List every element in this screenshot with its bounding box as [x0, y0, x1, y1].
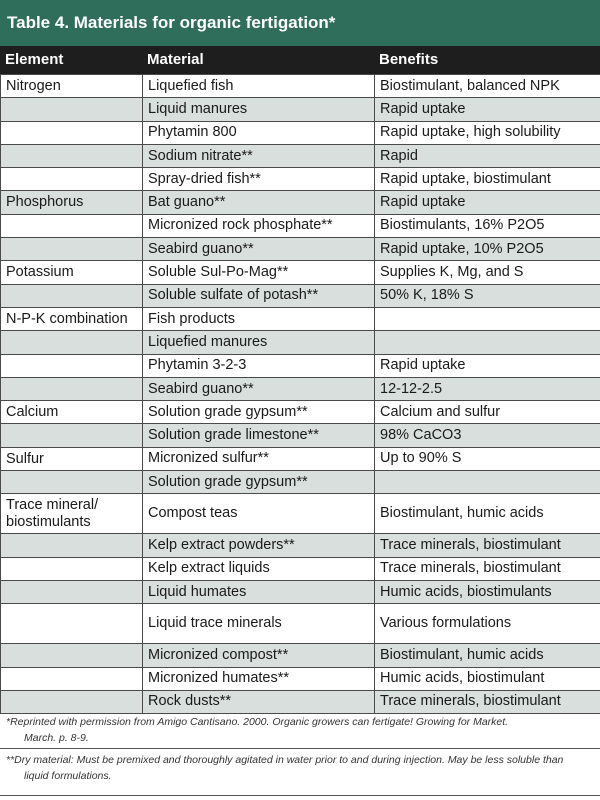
table-row — [1, 144, 600, 167]
cell-element — [1, 354, 143, 377]
cell-benefits: Humic acids, biostimulant — [375, 667, 600, 690]
cell-material: Kelp extract liquids — [143, 557, 375, 580]
cell-benefits: 12-12-2.5 — [375, 377, 600, 400]
cell-element — [1, 644, 143, 667]
cell-element: Sulfur — [1, 447, 143, 470]
cell-material: Kelp extract powders** — [143, 534, 375, 557]
footnote-reprint-line2: March. p. 8-9. — [24, 732, 89, 744]
cell-material: Micronized rock phosphate** — [143, 214, 375, 237]
table-row — [1, 447, 600, 470]
cell-element — [1, 604, 143, 644]
footnote-dry-material-line1: **Dry material: Must be premixed and thoroughly agitated in water prior to and during injection. May be less soluble than — [6, 754, 564, 766]
footnote-dry-material — [0, 749, 600, 796]
cell-element: Calcium — [1, 401, 143, 424]
cell-element — [1, 471, 143, 494]
cell-benefits: Trace minerals, biostimulant — [375, 534, 600, 557]
cell-benefits: Trace minerals, biostimulant — [375, 690, 600, 713]
cell-material: Liquefied fish — [143, 75, 375, 98]
cell-benefits: Calcium and sulfur — [375, 401, 600, 424]
cell-element — [1, 580, 143, 603]
cell-material: Soluble sulfate of potash** — [143, 284, 375, 307]
table-row — [1, 214, 600, 237]
cell-material: Solution grade gypsum** — [143, 401, 375, 424]
cell-benefits: Rapid — [375, 144, 600, 167]
table-row — [1, 75, 600, 98]
cell-material: Compost teas — [143, 494, 375, 534]
table-row — [1, 557, 600, 580]
header-element: Element — [5, 51, 64, 68]
cell-benefits: Humic acids, biostimulants — [375, 580, 600, 603]
cell-benefits: Biostimulant, balanced NPK — [375, 75, 600, 98]
table-row — [1, 580, 600, 603]
cell-benefits: Biostimulant, humic acids — [375, 644, 600, 667]
cell-element — [1, 284, 143, 307]
table-row — [1, 284, 600, 307]
footnote-reprint — [0, 711, 600, 749]
cell-benefits: Trace minerals, biostimulant — [375, 557, 600, 580]
cell-benefits: Rapid uptake, biostimulant — [375, 168, 600, 191]
cell-material: Micronized humates** — [143, 667, 375, 690]
table-title — [0, 0, 600, 46]
cell-element — [1, 557, 143, 580]
cell-benefits — [375, 331, 600, 354]
cell-material: Solution grade gypsum** — [143, 471, 375, 494]
table-header — [0, 46, 600, 74]
cell-benefits: Biostimulant, humic acids — [375, 494, 600, 534]
table-row — [1, 401, 600, 424]
cell-element — [1, 144, 143, 167]
table-title-text: Table 4. Materials for organic fertigation* — [7, 13, 336, 32]
cell-element — [1, 238, 143, 261]
cell-benefits: Rapid uptake — [375, 354, 600, 377]
table-row — [1, 121, 600, 144]
cell-material: Rock dusts** — [143, 690, 375, 713]
cell-material: Phytamin 800 — [143, 121, 375, 144]
cell-material: Fish products — [143, 307, 375, 330]
cell-element: Trace mineral/ biostimulants — [1, 494, 143, 534]
cell-benefits: Up to 90% S — [375, 447, 600, 470]
cell-benefits: Biostimulants, 16% P2O5 — [375, 214, 600, 237]
cell-element — [1, 331, 143, 354]
cell-material: Spray-dried fish** — [143, 168, 375, 191]
cell-benefits — [375, 471, 600, 494]
materials-table — [0, 74, 600, 714]
header-material: Material — [147, 51, 204, 68]
cell-element: Phosphorus — [1, 191, 143, 214]
cell-element — [1, 98, 143, 121]
cell-material: Liquid manures — [143, 98, 375, 121]
table-row — [1, 494, 600, 534]
cell-element: N-P-K combination — [1, 307, 143, 330]
cell-material: Liquid humates — [143, 580, 375, 603]
table-row — [1, 424, 600, 447]
table-row — [1, 644, 600, 667]
table-row — [1, 307, 600, 330]
cell-material: Liquid trace minerals — [143, 604, 375, 644]
table-row — [1, 354, 600, 377]
cell-material: Bat guano** — [143, 191, 375, 214]
cell-benefits: Supplies K, Mg, and S — [375, 261, 600, 284]
cell-material: Seabird guano** — [143, 377, 375, 400]
cell-material: Solution grade limestone** — [143, 424, 375, 447]
table-row — [1, 534, 600, 557]
cell-benefits: Rapid uptake, high solubility — [375, 121, 600, 144]
table-row — [1, 191, 600, 214]
cell-material: Seabird guano** — [143, 238, 375, 261]
footnote-dry-material-line2: liquid formulations. — [24, 770, 112, 782]
cell-element — [1, 214, 143, 237]
cell-benefits — [375, 307, 600, 330]
cell-benefits: 98% CaCO3 — [375, 424, 600, 447]
cell-element — [1, 377, 143, 400]
table-row — [1, 98, 600, 121]
cell-benefits: Rapid uptake, 10% P2O5 — [375, 238, 600, 261]
cell-benefits: Rapid uptake — [375, 191, 600, 214]
cell-element — [1, 534, 143, 557]
table-row — [1, 667, 600, 690]
footnotes — [0, 711, 600, 800]
table-row — [1, 238, 600, 261]
cell-material: Liquefied manures — [143, 331, 375, 354]
footnote-reprint-line1: *Reprinted with permission from Amigo Cantisano. 2000. Organic growers can fertigate! Growing for Market. — [6, 716, 509, 728]
cell-benefits: Various formulations — [375, 604, 600, 644]
header-benefits: Benefits — [379, 51, 439, 68]
table-row — [1, 168, 600, 191]
cell-material: Sodium nitrate** — [143, 144, 375, 167]
cell-element — [1, 168, 143, 191]
cell-material: Phytamin 3-2-3 — [143, 354, 375, 377]
table-row — [1, 377, 600, 400]
cell-material: Micronized compost** — [143, 644, 375, 667]
cell-material: Micronized sulfur** — [143, 447, 375, 470]
cell-element — [1, 424, 143, 447]
cell-element: Nitrogen — [1, 75, 143, 98]
table-row — [1, 261, 600, 284]
table-row — [1, 331, 600, 354]
table-row — [1, 471, 600, 494]
cell-element — [1, 667, 143, 690]
cell-element: Potassium — [1, 261, 143, 284]
cell-benefits: 50% K, 18% S — [375, 284, 600, 307]
cell-material: Soluble Sul-Po-Mag** — [143, 261, 375, 284]
cell-element — [1, 121, 143, 144]
cell-benefits: Rapid uptake — [375, 98, 600, 121]
table-row — [1, 604, 600, 644]
